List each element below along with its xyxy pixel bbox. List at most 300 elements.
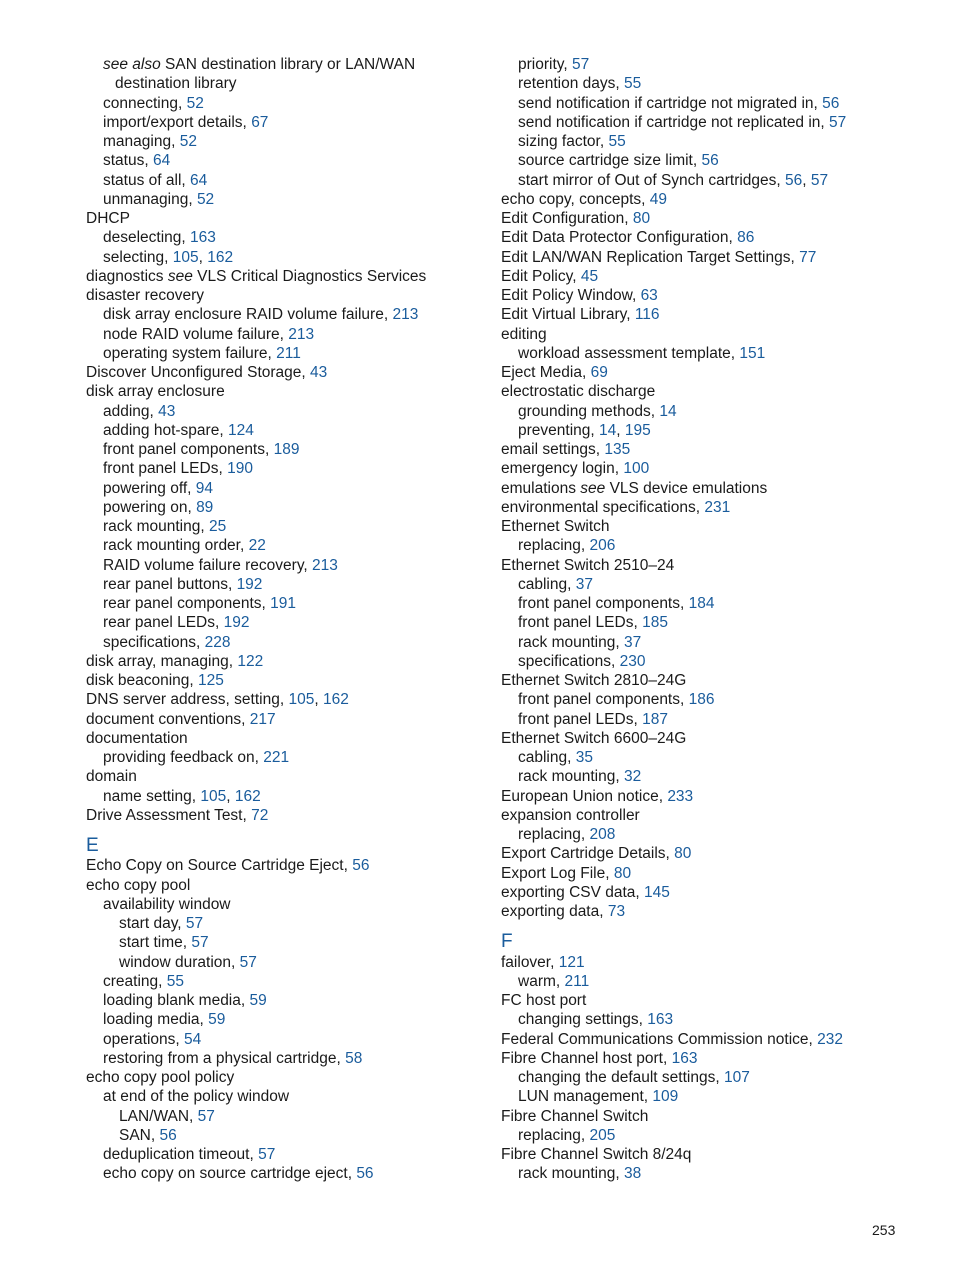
page-reference-link[interactable]: 189 [273, 441, 300, 458]
index-entry-text: DNS server address, setting, [86, 691, 289, 709]
index-entry [501, 1107, 901, 1126]
index-entry [86, 459, 486, 478]
index-entry-text: rack mounting order, [103, 537, 249, 555]
index-entry [501, 787, 901, 806]
page-reference-link[interactable]: 221 [263, 749, 290, 766]
page-reference-link[interactable]: 151 [739, 344, 766, 362]
index-entry [86, 94, 486, 113]
index-entry [86, 344, 486, 363]
index-entry [501, 113, 901, 132]
index-entry-text: diagnostics [86, 267, 168, 285]
index-entry [86, 652, 486, 671]
index-entry-text: Edit LAN/WAN Replication Target Settings, [501, 248, 800, 266]
page-reference-link[interactable]: 205 [589, 1126, 616, 1144]
index-entry [501, 286, 901, 305]
index-entry-text: editing [501, 325, 547, 343]
index-entry [501, 517, 901, 536]
page-reference-link[interactable]: 121 [558, 953, 585, 971]
page-reference-link[interactable]: 67 [251, 113, 269, 131]
page-reference-link[interactable]: 59 [208, 1011, 226, 1029]
index-entry-text: Drive Assessment Test, [86, 806, 252, 824]
index-entry [501, 267, 901, 286]
page-reference-link[interactable]: 213 [288, 325, 315, 343]
index-entry-text: loading blank media, [103, 992, 250, 1009]
index-entry [501, 633, 901, 652]
page-reference-link[interactable]: 208 [589, 826, 616, 843]
index-entry [86, 876, 486, 895]
page-reference-link[interactable]: 43 [158, 402, 176, 420]
index-entry-text: see [167, 267, 193, 285]
index-entry-text: email settings, [501, 441, 605, 458]
index-entry-text: creating, [103, 972, 167, 990]
index-entry [501, 991, 901, 1010]
index-entry-text: replacing, [518, 826, 590, 843]
index-entry [501, 844, 901, 863]
index-entry-text: F [501, 931, 513, 953]
index-entry [86, 991, 486, 1010]
index-entry [86, 325, 486, 344]
index-entry-text: front panel LEDs, [518, 710, 643, 728]
index-entry-text: E [86, 835, 99, 856]
page-reference-link[interactable]: 80 [632, 210, 651, 227]
page-reference-link[interactable]: 213 [392, 306, 419, 324]
index-entry-text: replacing, [518, 537, 590, 555]
page-reference-link[interactable]: 54 [184, 1030, 202, 1048]
index-entry [86, 671, 486, 690]
index-column-left [86, 55, 486, 1184]
page-reference-link[interactable]: 14 [599, 421, 617, 439]
index-entry [501, 325, 901, 344]
index-entry-text: powering on, [103, 498, 197, 516]
page-reference-link[interactable]: 89 [196, 498, 214, 516]
index-entry [501, 556, 901, 575]
page-reference-link[interactable]: 56 [159, 1126, 177, 1144]
index-entry-text: source cartridge size limit, [518, 152, 702, 170]
index-entry-text: Edit Configuration, [501, 210, 633, 227]
page-reference-link[interactable]: 124 [227, 421, 254, 439]
page-reference-link[interactable]: 217 [249, 710, 276, 728]
index-entry [501, 305, 901, 324]
index-entry-text: disk beaconing, [86, 672, 199, 689]
index-entry [86, 729, 486, 748]
page-reference-link[interactable]: 43 [310, 364, 328, 381]
index-entry [501, 729, 901, 748]
index-entry [86, 228, 486, 247]
page-reference-link[interactable]: 105 [288, 691, 315, 709]
index-entry [86, 132, 486, 151]
page-reference-link[interactable]: 116 [634, 306, 660, 324]
page-reference-link[interactable]: 35 [575, 749, 593, 766]
index-entry-text: operations, [103, 1030, 184, 1048]
index-entry-text: disaster recovery [86, 287, 205, 304]
page-reference-link[interactable]: 184 [688, 595, 715, 612]
page-reference-link[interactable]: 56 [701, 152, 719, 170]
page-reference-link[interactable]: 69 [590, 364, 608, 381]
index-entry [501, 228, 901, 247]
index-entry [501, 382, 901, 401]
page-reference-link[interactable]: 213 [312, 556, 338, 574]
page-reference-link[interactable]: 64 [152, 152, 171, 170]
index-entry-text: see [580, 479, 606, 497]
page-reference-link[interactable]: 63 [640, 287, 658, 304]
index-entry [86, 286, 486, 305]
index-entry-text: start day, [119, 915, 186, 932]
index-section-heading [501, 929, 901, 951]
index-entry [86, 421, 486, 440]
page-reference-link[interactable]: 86 [737, 229, 755, 247]
page-reference-link[interactable]: 109 [652, 1088, 679, 1106]
index-entry [501, 74, 901, 93]
page-reference-link[interactable]: 191 [270, 595, 297, 612]
index-entry-text: European Union notice, [501, 787, 668, 805]
index-entry-text: deduplication timeout, [103, 1146, 259, 1163]
page-reference-link[interactable]: 162 [207, 248, 234, 266]
page-reference-link[interactable]: 64 [190, 171, 208, 189]
index-entry-text: exporting data, [501, 903, 608, 920]
index-entry [86, 914, 486, 933]
index-entry [86, 498, 486, 517]
index-entry-text: managing, [103, 133, 180, 150]
page-reference-link[interactable]: 135 [604, 441, 631, 458]
index-entry-text: selecting, [103, 248, 173, 266]
page-reference-link[interactable]: 80 [674, 845, 692, 863]
page-reference-link[interactable]: 233 [667, 787, 694, 805]
page-reference-link[interactable]: 192 [223, 614, 250, 632]
index-entry-text: emulations [501, 479, 581, 497]
index-entry-text: changing the default settings, [518, 1069, 724, 1086]
index-section-heading [86, 833, 486, 855]
index-entry [86, 594, 486, 613]
page-reference-link[interactable]: 105 [172, 248, 199, 266]
index-entry [501, 344, 901, 363]
page-reference-link[interactable]: 55 [608, 133, 626, 150]
index-entry [86, 305, 486, 324]
page-reference-link[interactable]: 163 [671, 1049, 698, 1067]
index-entry-text: restoring from a physical cartridge, [103, 1049, 346, 1067]
page-reference-link[interactable]: 59 [249, 992, 267, 1009]
index-entry [501, 209, 901, 228]
index-entry [86, 151, 486, 170]
index-entry-text: replacing, [518, 1126, 590, 1144]
index-entry [501, 1087, 901, 1106]
index-entry [86, 972, 486, 991]
index-entry [86, 479, 486, 498]
index-entry [501, 440, 901, 459]
index-column-right [501, 55, 901, 1184]
page-reference-link[interactable]: 52 [186, 94, 204, 112]
index-entry-text: changing settings, [518, 1011, 648, 1029]
index-entry [86, 440, 486, 459]
index-entry-text: rear panel LEDs, [103, 614, 224, 632]
index-entry [501, 652, 901, 671]
page-reference-link[interactable]: 211 [276, 344, 301, 362]
page-reference-link[interactable]: 32 [623, 768, 642, 786]
index-entry-text: , [616, 421, 625, 439]
index-entry-text: rack mounting, [518, 633, 624, 651]
page-reference-link[interactable]: 232 [817, 1030, 844, 1048]
index-entry-text: FC host port [501, 992, 587, 1009]
page-reference-link[interactable]: 186 [688, 691, 715, 709]
page-reference-link[interactable]: 192 [236, 575, 263, 593]
page-reference-link[interactable]: 45 [580, 267, 599, 285]
index-entry-text: Ethernet Switch 2510–24 [501, 556, 675, 574]
index-entry-text: providing feedback on, [103, 749, 264, 766]
page-reference-link[interactable]: 57 [571, 56, 590, 73]
page-reference-link[interactable]: 25 [208, 518, 227, 535]
page-reference-link[interactable]: 125 [198, 672, 224, 689]
index-entry-text: workload assessment template, [518, 344, 740, 362]
page-reference-link[interactable]: 72 [251, 806, 269, 824]
index-entry-text: , [314, 691, 323, 709]
index-entry-text: disk array enclosure [86, 383, 225, 401]
index-entry-text: window duration, [119, 953, 240, 971]
index-entry-text: Edit Virtual Library, [501, 306, 635, 324]
index-entry [501, 1049, 901, 1068]
index-entry [86, 363, 486, 382]
index-entry-text: adding, [103, 402, 159, 420]
index-entry-text: rear panel buttons, [103, 575, 237, 593]
index-entry-text: Fibre Channel Switch 8/24q [501, 1146, 692, 1163]
index-entry [86, 1010, 486, 1029]
index-entry [501, 498, 901, 517]
page-reference-link[interactable]: 77 [799, 248, 817, 266]
index-entry-text: documentation [86, 729, 188, 747]
page-reference-link[interactable]: 211 [564, 972, 590, 990]
index-entry [501, 690, 901, 709]
page-reference-link[interactable]: 73 [607, 903, 626, 920]
index-entry-text: preventing, [518, 421, 599, 439]
index-entry [501, 190, 901, 209]
index-entry [501, 1068, 901, 1087]
page-reference-link[interactable]: 163 [190, 229, 216, 247]
index-entry [86, 267, 486, 286]
index-entry [86, 1049, 486, 1068]
index-entry-text: front panel LEDs, [103, 460, 228, 478]
index-entry-text: unmanaging, [103, 190, 197, 208]
page-reference-link[interactable]: 206 [589, 537, 616, 555]
index-entry-text: Fibre Channel host port, [501, 1049, 672, 1067]
index-entry-text: Export Cartridge Details, [501, 845, 675, 863]
index-entry-text: priority, [518, 56, 572, 73]
page-reference-link[interactable]: 145 [644, 883, 670, 901]
index-entry-text: operating system failure, [103, 344, 277, 362]
index-entry-text: see also [103, 56, 161, 73]
index-entry-text: rack mounting, [103, 518, 209, 535]
page-reference-link[interactable]: 228 [204, 633, 231, 651]
index-entry-text: front panel components, [518, 691, 689, 709]
index-entry [501, 902, 901, 921]
index-entry-text: destination library [115, 75, 237, 93]
page-reference-link[interactable]: 55 [623, 75, 642, 93]
index-entry-text: send notification if cartridge not replicated in, [518, 113, 830, 131]
index-entry [501, 248, 901, 267]
page-reference-link[interactable]: 56 [352, 857, 370, 875]
index-entry-text: grounding methods, [518, 402, 660, 420]
page-reference-link[interactable]: 52 [196, 190, 215, 208]
index-entry-text: document conventions, [86, 710, 250, 728]
index-entry [86, 55, 486, 74]
page-reference-link[interactable]: 14 [659, 402, 677, 420]
index-entry-text: echo copy on source cartridge eject, [103, 1165, 357, 1183]
page-reference-link[interactable]: 57 [829, 113, 847, 131]
index-entry [86, 895, 486, 914]
index-entry [86, 171, 486, 190]
index-entry-text: warm, [518, 972, 565, 990]
page-reference-link[interactable]: 57 [191, 934, 209, 952]
index-entry [86, 1030, 486, 1049]
index-entry-text: at end of the policy window [103, 1088, 290, 1106]
index-entry [501, 479, 901, 498]
page-number: 253 [872, 1222, 896, 1238]
index-entry [501, 806, 901, 825]
page-reference-link[interactable]: 195 [624, 421, 651, 439]
page-reference-link[interactable]: 56 [356, 1165, 374, 1183]
page-reference-link[interactable]: 56 [822, 94, 840, 112]
index-entry [501, 972, 901, 991]
index-entry [86, 787, 486, 806]
index-entry [501, 825, 901, 844]
page-reference-link[interactable]: 56 [785, 171, 803, 189]
page-reference-link[interactable]: 100 [623, 460, 650, 478]
index-entry [86, 402, 486, 421]
index-entry [501, 864, 901, 883]
index-entry [501, 421, 901, 440]
index-entry [501, 1164, 901, 1183]
page-reference-link[interactable]: 38 [623, 1165, 642, 1183]
page-reference-link[interactable]: 94 [195, 479, 214, 497]
page-reference-link[interactable]: 57 [239, 953, 257, 971]
page-reference-link[interactable]: 57 [258, 1146, 276, 1163]
page-reference-link[interactable]: 190 [227, 460, 253, 478]
index-entry-text: send notification if cartridge not migrated in, [518, 94, 823, 112]
index-entry [501, 767, 901, 786]
index-entry-text: Export Log File, [501, 864, 614, 882]
index-entry [501, 94, 901, 113]
index-entry-text: Federal Communications Commission notice, [501, 1030, 818, 1048]
index-entry [86, 536, 486, 555]
index-entry [86, 1145, 486, 1164]
index-entry [86, 1107, 486, 1126]
index-entry-text: electrostatic discharge [501, 383, 656, 401]
index-entry-text: expansion controller [501, 806, 640, 824]
index-entry-text: RAID volume failure recovery, [103, 556, 313, 574]
index-entry [501, 1145, 901, 1164]
index-entry-text: Ethernet Switch [501, 518, 610, 535]
index-entry-text: specifications, [518, 652, 620, 670]
index-entry-text: cabling, [518, 749, 576, 766]
page-reference-link[interactable]: 122 [237, 652, 264, 670]
index-entry-text: Discover Unconfigured Storage, [86, 364, 311, 381]
index-entry [86, 953, 486, 972]
index-entry [86, 1164, 486, 1183]
index-entry [501, 363, 901, 382]
page-reference-link[interactable]: 52 [179, 133, 197, 150]
index-entry [86, 767, 486, 786]
index-entry-text: Edit Policy Window, [501, 287, 641, 304]
page-reference-link[interactable]: 57 [197, 1107, 215, 1125]
index-entry-text: Echo Copy on Source Cartridge Eject, [86, 857, 353, 875]
page-reference-link[interactable]: 57 [185, 915, 204, 932]
index-entry [86, 556, 486, 575]
index-entry-text: VLS Critical Diagnostics Services [192, 267, 427, 285]
index-entry [86, 1126, 486, 1145]
index-entry [86, 74, 486, 93]
index-entry-text: deselecting, [103, 229, 191, 247]
page-reference-link[interactable]: 187 [642, 710, 668, 728]
index-entry-text: availability window [103, 895, 231, 913]
index-entry [501, 671, 901, 690]
index-entry [501, 536, 901, 555]
page-reference-link[interactable]: 105 [200, 787, 227, 805]
index-entry [86, 1068, 486, 1087]
index-entry-text: Edit Policy, [501, 267, 581, 285]
index-entry-text: Fibre Channel Switch [501, 1107, 649, 1125]
index-entry-text: Edit Data Protector Configuration, [501, 229, 738, 247]
index-entry-text: exporting CSV data, [501, 883, 645, 901]
index-entry [86, 517, 486, 536]
index-entry-text: VLS device emulations [605, 479, 768, 497]
page-reference-link[interactable]: 80 [613, 864, 632, 882]
index-entry [501, 1126, 901, 1145]
index-entry [86, 748, 486, 767]
page-reference-link[interactable]: 231 [704, 498, 731, 516]
index-entry [501, 613, 901, 632]
page-reference-link[interactable]: 58 [345, 1049, 363, 1067]
page-reference-link[interactable]: 107 [723, 1069, 750, 1086]
page-reference-link[interactable]: 22 [248, 537, 266, 555]
index-entry-text: emergency login, [501, 460, 624, 478]
index-entry-text: , [802, 171, 811, 189]
index-entry [86, 113, 486, 132]
page-reference-link[interactable]: 55 [166, 972, 185, 990]
index-entry-text: Ethernet Switch 6600–24G [501, 729, 687, 747]
index-entry-text: environmental specifications, [501, 498, 705, 516]
index-entry [86, 209, 486, 228]
index-entry-text: start time, [119, 934, 192, 952]
index-entry-text: disk array, managing, [86, 652, 238, 670]
page-reference-link[interactable]: 185 [642, 614, 668, 632]
index-entry-text: , [226, 787, 235, 805]
index-entry [86, 190, 486, 209]
page-reference-link[interactable]: 57 [810, 171, 829, 189]
index-entry-text: , [198, 248, 208, 266]
index-entry-text: LUN management, [518, 1088, 653, 1106]
index-entry-text: failover, [501, 953, 559, 971]
index-entry-text: start mirror of Out of Synch cartridges, [518, 171, 786, 189]
page-reference-link[interactable]: 37 [575, 575, 593, 593]
index-entry-text: front panel components, [518, 595, 689, 612]
index-entry-text: front panel components, [103, 441, 274, 458]
page-reference-link[interactable]: 162 [234, 787, 261, 805]
page-reference-link[interactable]: 163 [647, 1011, 674, 1029]
page-reference-link[interactable]: 162 [322, 691, 349, 709]
index-entry-text: import/export details, [103, 113, 252, 131]
index-entry [501, 1010, 901, 1029]
index-entry [86, 575, 486, 594]
index-entry [501, 748, 901, 767]
index-entry-text: disk array enclosure RAID volume failure, [103, 306, 393, 324]
page-reference-link[interactable]: 49 [649, 190, 668, 208]
page-reference-link[interactable]: 230 [619, 652, 646, 670]
index-entry [86, 613, 486, 632]
index-entry [501, 710, 901, 729]
index-entry [501, 459, 901, 478]
index-entry [501, 575, 901, 594]
index-entry [86, 690, 486, 709]
index-entry-text: loading media, [103, 1011, 209, 1029]
page-reference-link[interactable]: 37 [623, 633, 642, 651]
index-entry-text: DHCP [86, 210, 130, 227]
